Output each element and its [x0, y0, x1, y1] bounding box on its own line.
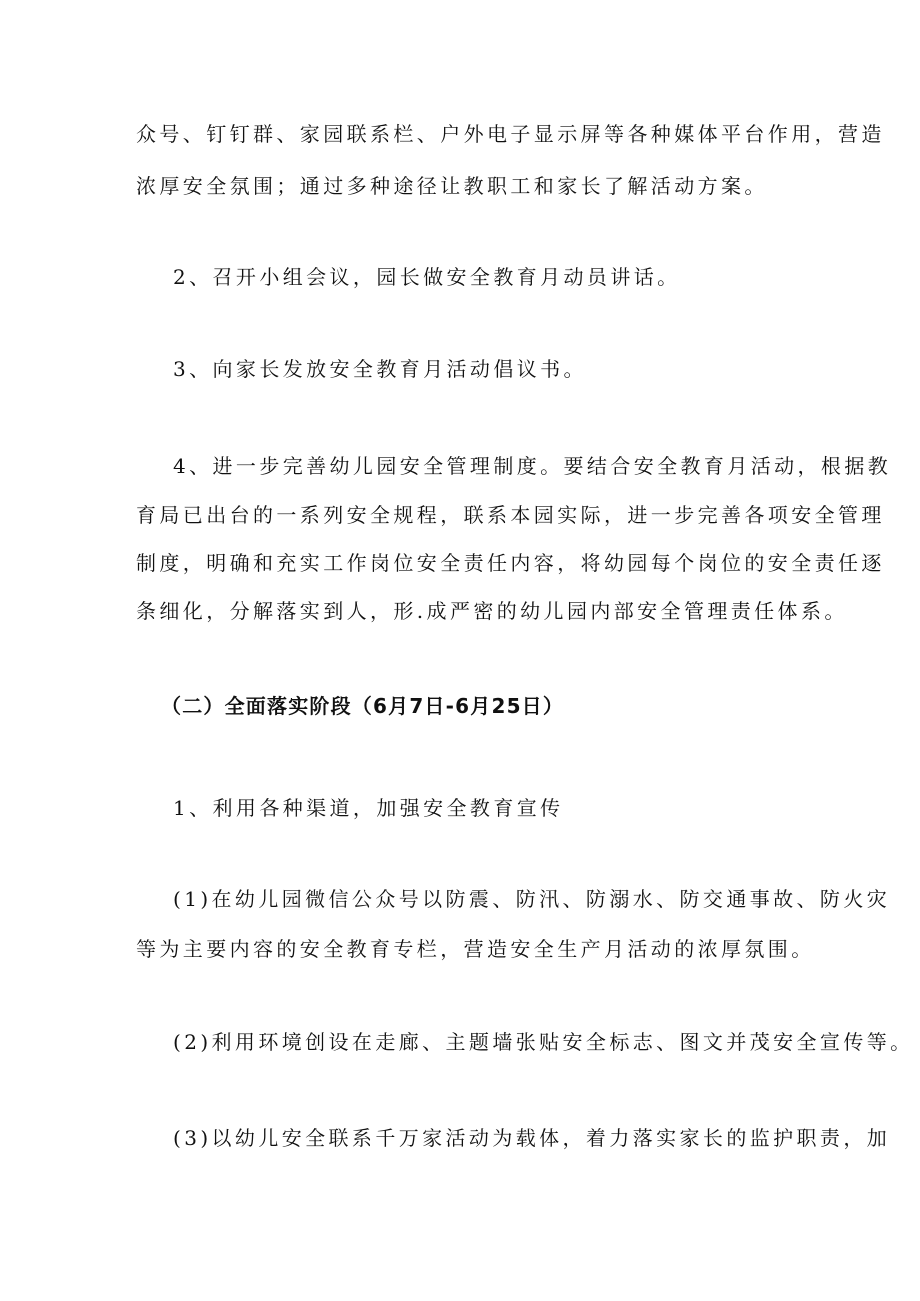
sub-item-1-line-2: 等为主要内容的安全教育专栏，营造安全生产月活动的浓厚氛围。 — [136, 937, 815, 961]
sub-item-1-line-1: (1)在幼儿园微信公众号以防震、防汛、防溺水、防交通事故、防火灾 — [173, 887, 891, 911]
list-item-4-line-4: 条细化，分解落实到人，形.成严密的幼儿园内部安全管理责任体系。 — [136, 599, 848, 623]
paragraph-intro-line-1: 众号、钉钉群、家园联系栏、户外电子显示屏等各种媒体平台作用，营造 — [136, 122, 885, 146]
list-item-4-line-1: 4、进一步完善幼儿园安全管理制度。要结合安全教育月活动，根据教 — [173, 454, 892, 478]
list-item-4-line-2: 育局已出台的一系列安全规程，联系本园实际，进一步完善各项安全管理 — [136, 503, 885, 527]
list-item-3: 3、向家长发放安全教育月活动倡议书。 — [173, 357, 587, 381]
section-heading: （二）全面落实阶段（6月7日-6月25日） — [161, 694, 565, 718]
paragraph-intro-line-2: 浓厚安全氛围；通过多种途径让教职工和家长了解活动方案。 — [136, 174, 768, 198]
list-item-2: 2、召开小组会议，园长做安全教育月动员讲话。 — [173, 265, 681, 289]
list-item-4-line-3: 制度，明确和充实工作岗位安全责任内容，将幼园每个岗位的安全责任逐 — [136, 551, 885, 575]
sub-item-2: (2)利用环境创设在走廊、主题墙张贴安全标志、图文并茂安全宣传等。 — [173, 1030, 914, 1054]
sub-item-3-line-1: (3)以幼儿安全联系千万家活动为载体，着力落实家长的监护职责，加 — [173, 1126, 891, 1150]
subsection-heading-1: 1、利用各种渠道，加强安全教育宣传 — [173, 796, 564, 820]
